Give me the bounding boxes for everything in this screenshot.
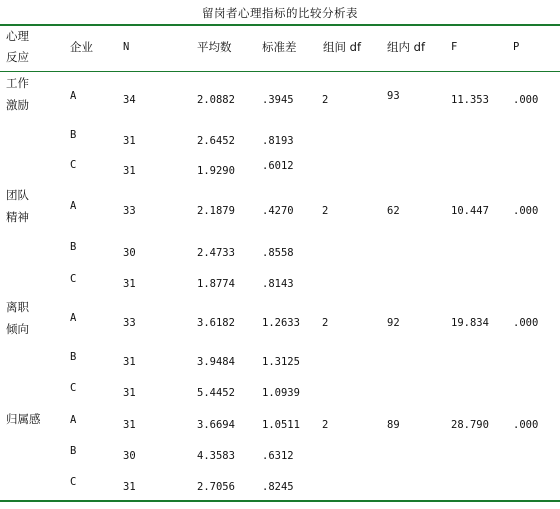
p-value: .000 bbox=[513, 94, 539, 106]
group-label-line1: 团队 bbox=[6, 188, 29, 202]
df-between: 2 bbox=[322, 94, 329, 106]
group-label-line2: 激励 bbox=[6, 98, 29, 112]
df-between: 2 bbox=[322, 317, 329, 329]
df-within: 62 bbox=[387, 205, 400, 217]
group-label-line1: 工作 bbox=[6, 76, 29, 90]
mean-value: 2.7056 bbox=[197, 481, 235, 493]
company-label: B bbox=[70, 241, 77, 253]
mean-value: 3.9484 bbox=[197, 356, 235, 368]
header-f: F bbox=[451, 41, 458, 53]
company-label: C bbox=[70, 476, 77, 488]
company-label: B bbox=[70, 129, 77, 141]
company-label: A bbox=[70, 414, 77, 426]
f-value: 28.790 bbox=[451, 419, 489, 431]
header-company: 企业 bbox=[70, 40, 93, 54]
n-value: 31 bbox=[123, 419, 136, 431]
company-label: A bbox=[70, 90, 77, 102]
n-value: 31 bbox=[123, 278, 136, 290]
mean-value: 2.1879 bbox=[197, 205, 235, 217]
df-within: 89 bbox=[387, 419, 400, 431]
n-value: 30 bbox=[123, 450, 136, 462]
sd-value: .3945 bbox=[262, 94, 294, 106]
company-label: C bbox=[70, 273, 77, 285]
company-label: A bbox=[70, 200, 77, 212]
n-value: 30 bbox=[123, 247, 136, 259]
n-value: 33 bbox=[123, 205, 136, 217]
company-label: C bbox=[70, 159, 77, 171]
df-between: 2 bbox=[322, 419, 329, 431]
header-p: P bbox=[513, 41, 520, 53]
sd-value: 1.0939 bbox=[262, 387, 300, 399]
company-label: B bbox=[70, 445, 77, 457]
sd-value: .8245 bbox=[262, 481, 294, 493]
header-reaction-line2: 反应 bbox=[6, 50, 29, 64]
header-df-between: 组间 df bbox=[323, 40, 362, 54]
top-rule bbox=[0, 24, 560, 26]
header-reaction-line1: 心理 bbox=[6, 29, 29, 43]
sd-value: .6012 bbox=[262, 160, 294, 172]
mean-value: 2.0882 bbox=[197, 94, 235, 106]
f-value: 11.353 bbox=[451, 94, 489, 106]
n-value: 31 bbox=[123, 356, 136, 368]
group-label-line2: 精神 bbox=[6, 210, 29, 224]
n-value: 31 bbox=[123, 165, 136, 177]
n-value: 31 bbox=[123, 481, 136, 493]
group-label-line1: 离职 bbox=[6, 300, 29, 314]
table-title: 留岗者心理指标的比较分析表 bbox=[202, 6, 358, 20]
mean-value: 3.6182 bbox=[197, 317, 235, 329]
df-within: 93 bbox=[387, 90, 400, 102]
sd-value: 1.3125 bbox=[262, 356, 300, 368]
mean-value: 2.4733 bbox=[197, 247, 235, 259]
df-within: 92 bbox=[387, 317, 400, 329]
n-value: 34 bbox=[123, 94, 136, 106]
sd-value: .8558 bbox=[262, 247, 294, 259]
company-label: A bbox=[70, 312, 77, 324]
p-value: .000 bbox=[513, 317, 539, 329]
f-value: 19.834 bbox=[451, 317, 489, 329]
mean-value: 4.3583 bbox=[197, 450, 235, 462]
header-n: N bbox=[123, 41, 130, 53]
df-between: 2 bbox=[322, 205, 329, 217]
p-value: .000 bbox=[513, 205, 539, 217]
mean-value: 3.6694 bbox=[197, 419, 235, 431]
n-value: 31 bbox=[123, 135, 136, 147]
sd-value: .8193 bbox=[262, 135, 294, 147]
header-df-within: 组内 df bbox=[387, 40, 426, 54]
mean-value: 2.6452 bbox=[197, 135, 235, 147]
sd-value: .8143 bbox=[262, 278, 294, 290]
company-label: C bbox=[70, 382, 77, 394]
sd-value: .4270 bbox=[262, 205, 294, 217]
mean-value: 5.4452 bbox=[197, 387, 235, 399]
mean-value: 1.9290 bbox=[197, 165, 235, 177]
group-label-line2: 倾向 bbox=[6, 322, 29, 336]
company-label: B bbox=[70, 351, 77, 363]
header-mean: 平均数 bbox=[197, 40, 232, 54]
bottom-rule bbox=[0, 500, 560, 502]
mean-value: 1.8774 bbox=[197, 278, 235, 290]
header-rule bbox=[0, 71, 560, 72]
p-value: .000 bbox=[513, 419, 539, 431]
sd-value: 1.0511 bbox=[262, 419, 300, 431]
n-value: 31 bbox=[123, 387, 136, 399]
group-label: 归属感 bbox=[6, 412, 41, 426]
sd-value: 1.2633 bbox=[262, 317, 300, 329]
f-value: 10.447 bbox=[451, 205, 489, 217]
header-sd: 标准差 bbox=[262, 40, 297, 54]
n-value: 33 bbox=[123, 317, 136, 329]
sd-value: .6312 bbox=[262, 450, 294, 462]
